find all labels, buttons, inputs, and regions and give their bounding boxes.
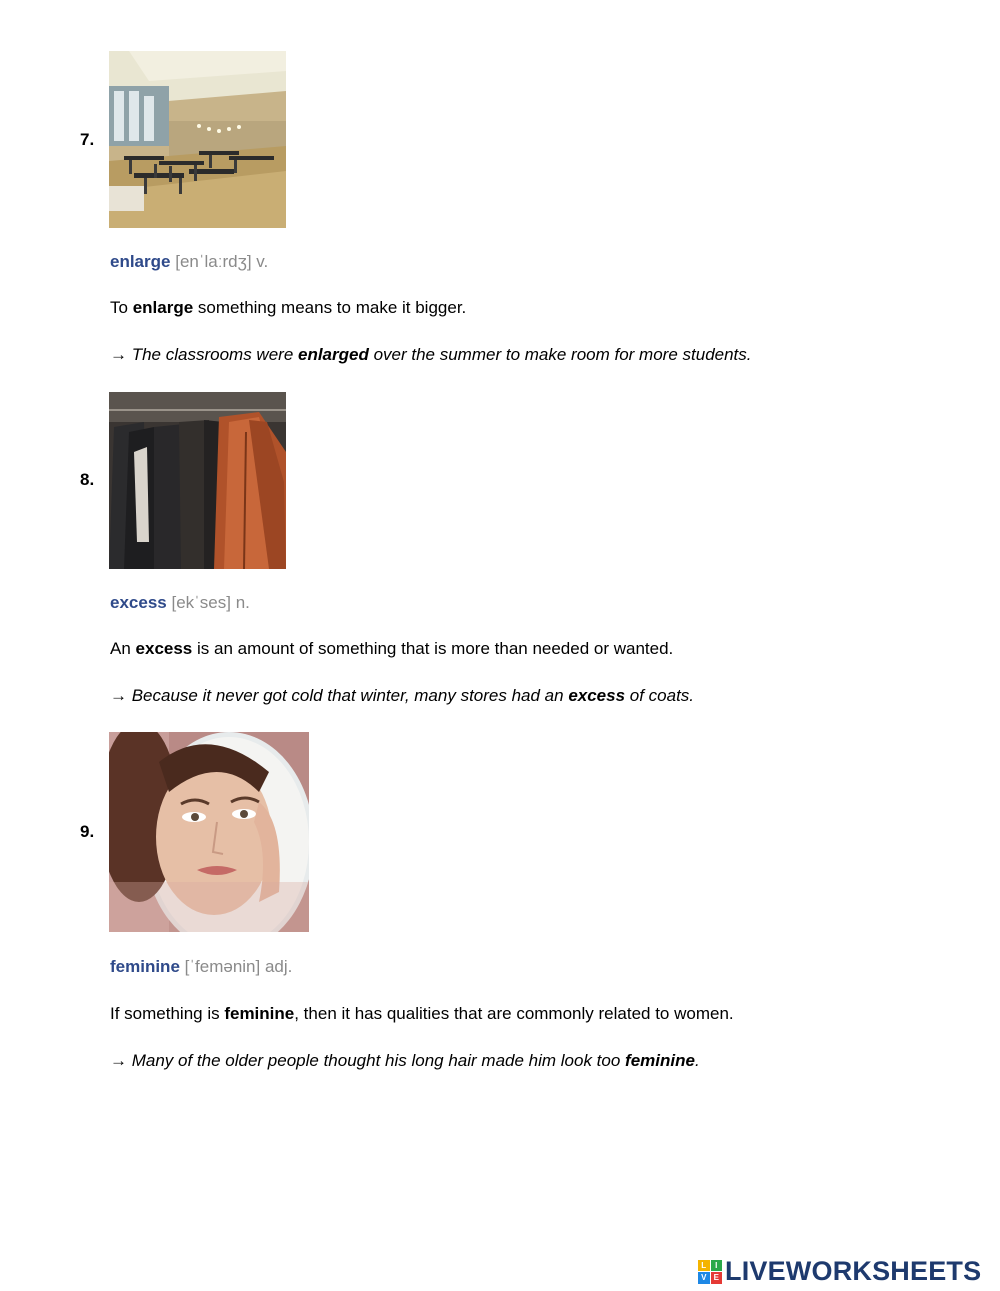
definition-keyword: enlarge	[132, 298, 194, 317]
definition-text: An	[110, 639, 136, 658]
entry-number: 9.	[80, 822, 95, 841]
definition	[110, 639, 673, 659]
logo-badge-letter: V	[698, 1272, 710, 1284]
logo-badge-letter: E	[711, 1272, 723, 1284]
example-keyword: excess	[568, 686, 626, 705]
leather-jackets-photo	[109, 392, 286, 569]
entry-number: 8.	[80, 470, 95, 489]
definition-text: is an amount of something that is more than needed or wanted.	[192, 639, 674, 658]
cafeteria-photo	[109, 51, 286, 228]
example-sentence	[110, 686, 694, 706]
definition-keyword: feminine	[224, 1004, 295, 1023]
headword: excess	[110, 593, 167, 612]
example-sentence	[110, 345, 752, 365]
pronunciation: [ekˈses] n.	[171, 593, 250, 612]
example-text: → Many of the older people thought his long hair made him look too	[110, 1051, 626, 1070]
entry-number: 7.	[80, 130, 95, 149]
definition-text: If something is	[110, 1004, 225, 1023]
pronunciation: [ˈfemənin] adj.	[184, 957, 293, 976]
entry-heading	[110, 957, 292, 977]
pronunciation: [enˈlaːrdʒ] v.	[175, 252, 269, 271]
entry-heading	[110, 252, 268, 272]
example-sentence	[110, 1051, 700, 1071]
woman-mirror-photo	[109, 732, 309, 932]
example-keyword: enlarged	[298, 345, 369, 364]
example-text: → Because it never got cold that winter, many stores had an	[110, 686, 569, 705]
definition-text: To	[110, 298, 133, 317]
headword: enlarge	[110, 252, 171, 271]
definition	[110, 1004, 734, 1024]
definition-keyword: excess	[135, 639, 193, 658]
entry-heading	[110, 593, 250, 613]
headword: feminine	[110, 957, 180, 976]
definition	[110, 298, 466, 318]
definition-text: something means to make it bigger.	[193, 298, 467, 317]
liveworksheets-logo[interactable]	[698, 1256, 981, 1287]
example-text: of coats.	[625, 686, 695, 705]
definition-text: , then it has qualities that are commonly related to women.	[294, 1004, 734, 1023]
logo-badge-letter: I	[711, 1260, 723, 1272]
example-text: over the summer to make room for more students.	[368, 345, 752, 364]
logo-text: LIVEWORKSHEETS	[725, 1256, 982, 1286]
logo-badge-icon	[698, 1260, 722, 1284]
example-text: → The classrooms were	[110, 345, 298, 364]
example-keyword: feminine	[625, 1051, 695, 1070]
example-text: .	[694, 1051, 700, 1070]
logo-badge-letter: L	[698, 1260, 710, 1272]
